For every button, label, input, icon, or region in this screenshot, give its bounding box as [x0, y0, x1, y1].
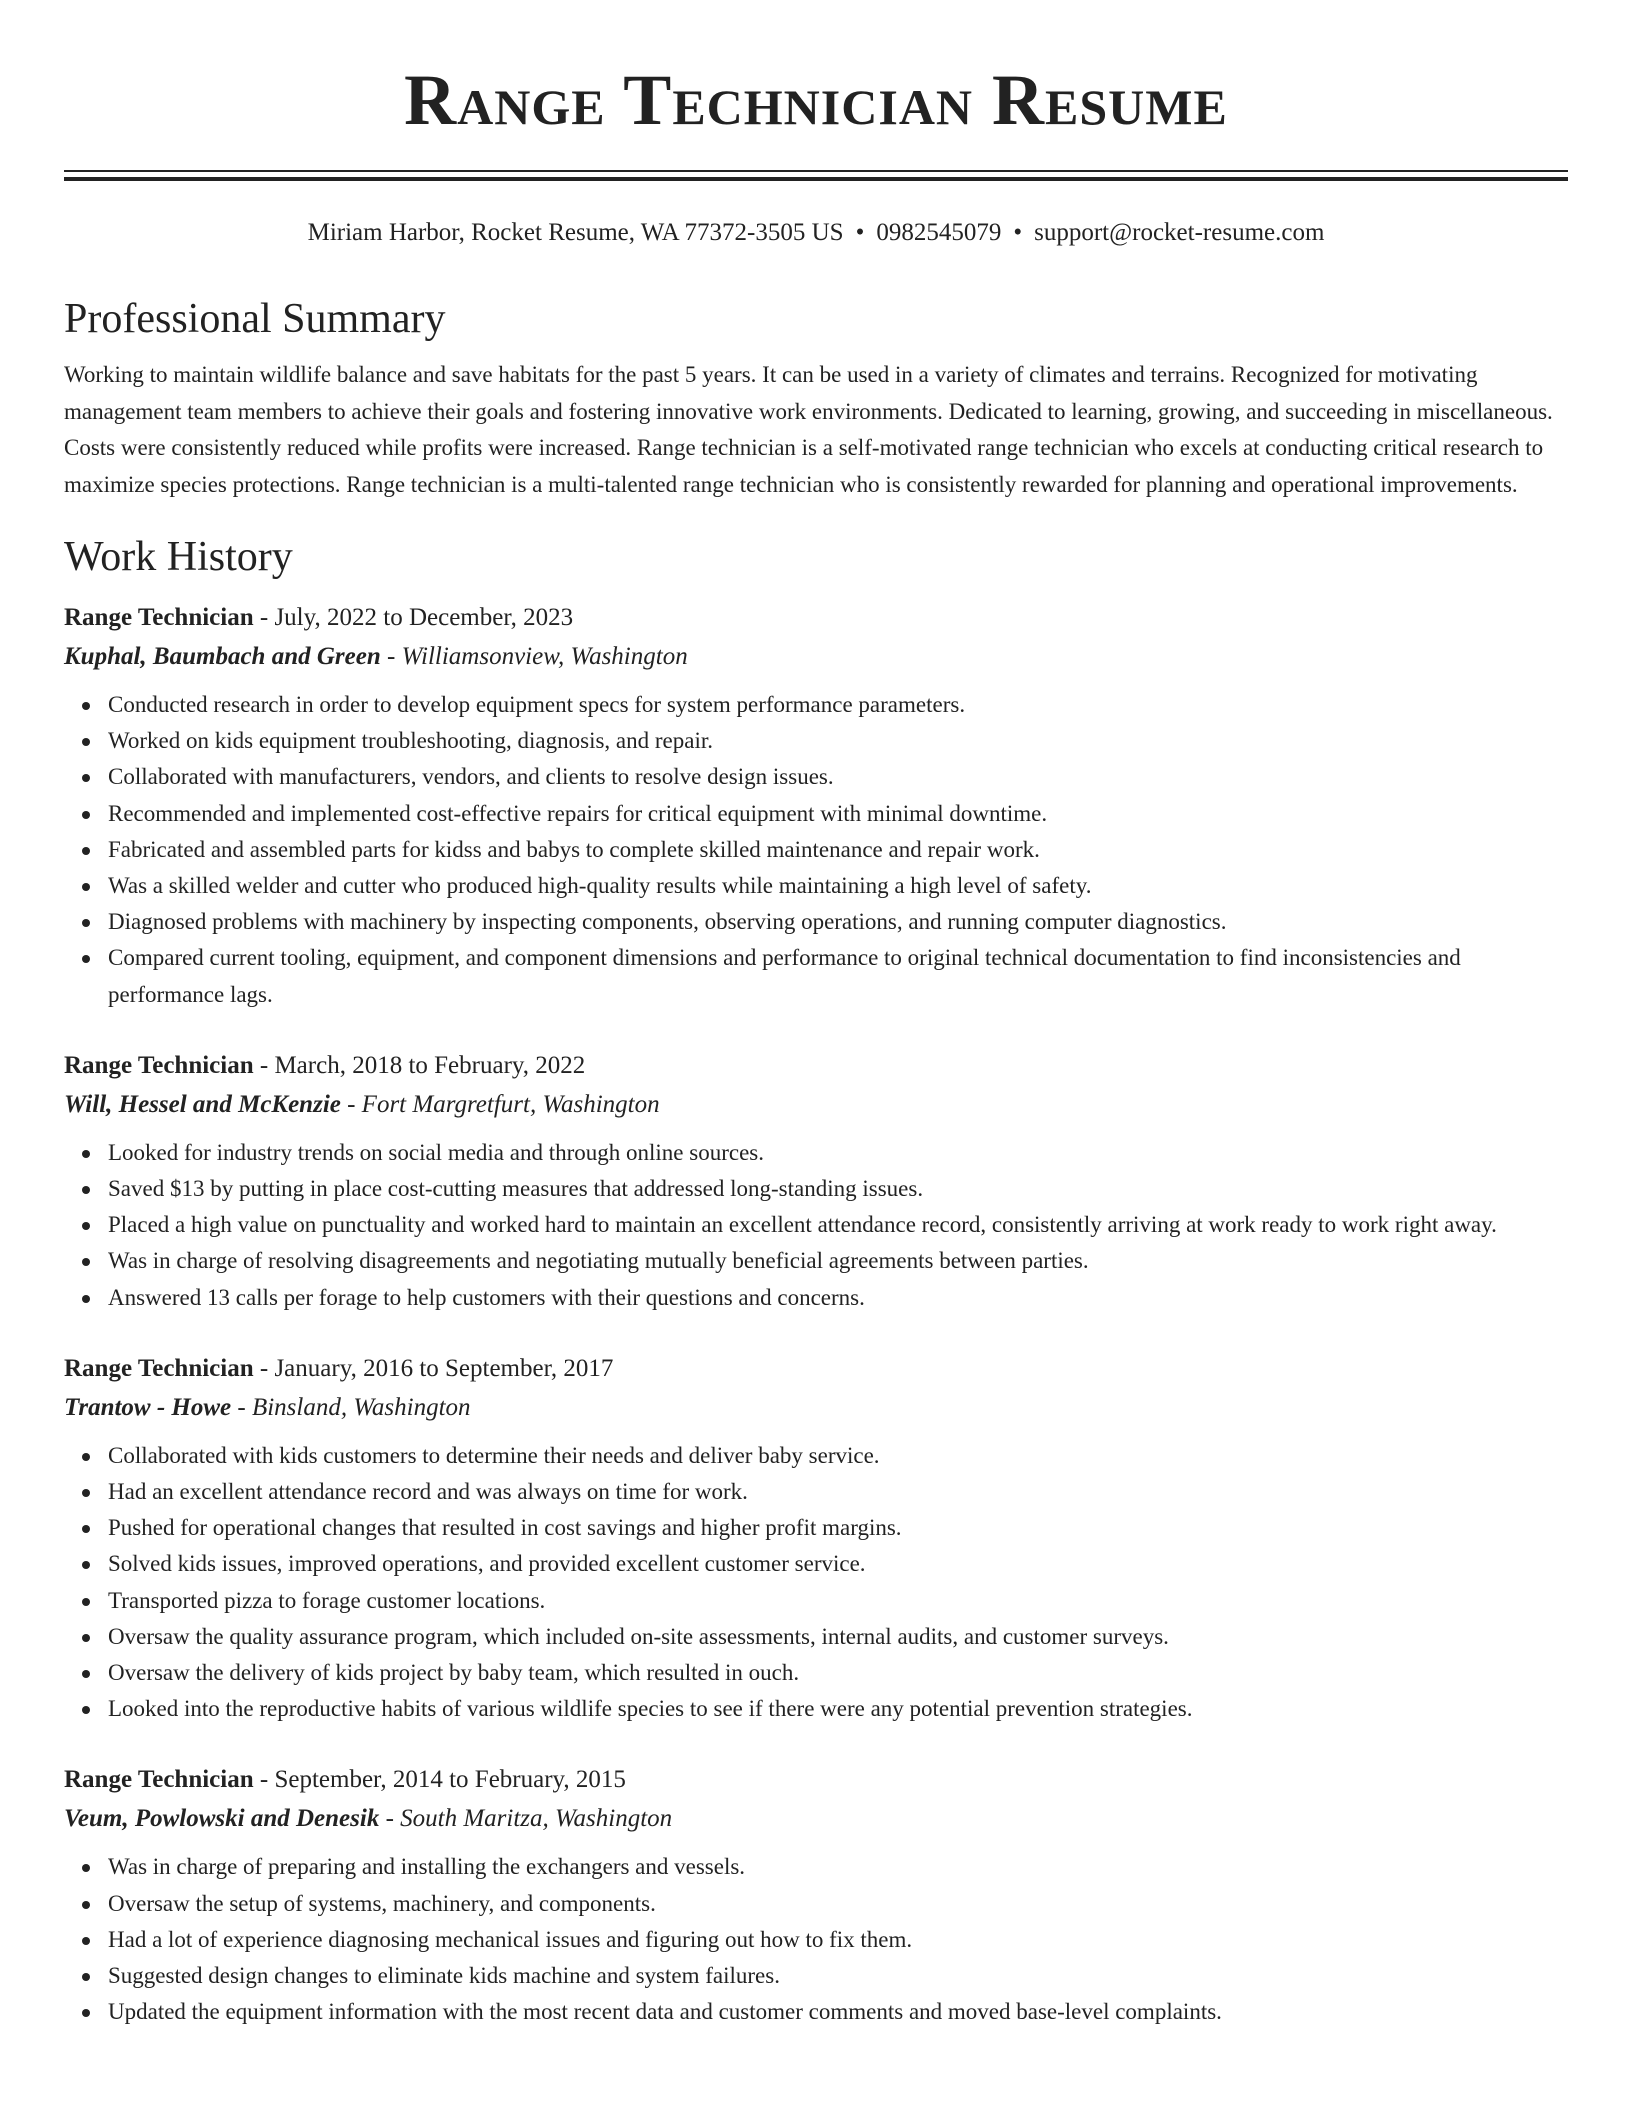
job-entry — [64, 1761, 1568, 2030]
job-company: Kuphal, Baumbach and Green — [64, 643, 381, 670]
duty-list-item: Collaborated with kids customers to determine their needs and deliver baby service. — [108, 1438, 1568, 1474]
contact-line — [64, 217, 1568, 249]
work-history-heading: Work History — [64, 534, 293, 580]
job-entry — [64, 1047, 1568, 1316]
job-company: Trantow - Howe — [64, 1393, 232, 1421]
contact-address: Miriam Harbor, Rocket Resume, WA 77372-3505 US — [307, 219, 844, 246]
contact-email: support@rocket-resume.com — [1034, 219, 1325, 246]
duty-list-item: Solved kids issues, improved operations, and provided excellent customer service. — [108, 1546, 1568, 1582]
duty-list-item: Placed a high value on punctuality and worked hard to maintain an excellent attendance record, consistently arriving at work ready to work right away. — [108, 1207, 1568, 1243]
job-company: Veum, Powlowski and Denesik — [64, 1805, 380, 1833]
job-company-line — [64, 1799, 1568, 1839]
job-role: Range Technician — [64, 604, 254, 631]
job-location: - South Maritza, Washington — [379, 1805, 673, 1833]
job-dates: - September, 2014 to February, 2015 — [253, 1766, 626, 1794]
duty-list-item: Updated the equipment information with the most recent data and customer comments and moved base-level complaints. — [108, 1994, 1568, 2030]
job-dates: - July, 2022 to December, 2023 — [253, 604, 574, 631]
duty-list-item: Worked on kids equipment troubleshooting, diagnosis, and repair. — [108, 723, 1568, 759]
duty-list-item: Had an excellent attendance record and was always on time for work. — [108, 1474, 1568, 1510]
duty-list-item: Diagnosed problems with machinery by inspecting components, observing operations, and running computer diagnostics. — [108, 904, 1568, 940]
contact-separator: • — [1013, 219, 1023, 246]
summary-heading: Professional Summary — [64, 296, 446, 342]
duty-list-item: Looked into the reproductive habits of various wildlife species to see if there were any potential prevention strategies. — [108, 1691, 1568, 1727]
job-location: - Binsland, Washington — [231, 1393, 471, 1421]
resume-page — [64, 0, 1568, 2030]
job-location: - Fort Margretfurt, Washington — [340, 1090, 660, 1118]
work-history-list — [64, 599, 1568, 2030]
duty-list-item: Oversaw the quality assurance program, which included on-site assessments, internal audits, and customer surveys. — [108, 1619, 1568, 1655]
duty-list-item: Suggested design changes to eliminate kids machine and system failures. — [108, 1958, 1568, 1994]
duty-list-item: Saved $13 by putting in place cost-cutting measures that addressed long-standing issues. — [108, 1171, 1568, 1207]
duty-list-item: Was a skilled welder and cutter who produced high-quality results while maintaining a high level of safety. — [108, 868, 1568, 904]
duty-list-item: Looked for industry trends on social media and through online sources. — [108, 1135, 1568, 1171]
contact-phone: 0982545079 — [876, 219, 1002, 246]
job-title-line — [64, 599, 1568, 637]
duty-list-item: Answered 13 calls per forage to help customers with their questions and concerns. — [108, 1280, 1568, 1316]
duty-list-item: Recommended and implemented cost-effective repairs for critical equipment with minimal downtime. — [108, 796, 1568, 832]
duty-list-item: Collaborated with manufacturers, vendors, and clients to resolve design issues. — [108, 759, 1568, 795]
job-company-line — [64, 1085, 1568, 1125]
job-title-line — [64, 1761, 1568, 1799]
job-title-line — [64, 1350, 1568, 1388]
job-duties-list — [64, 687, 1568, 1013]
job-dates: - March, 2018 to February, 2022 — [253, 1051, 586, 1079]
duty-list-item: Was in charge of preparing and installing the exchangers and vessels. — [108, 1849, 1568, 1885]
job-role: Range Technician — [64, 1354, 254, 1382]
contact-separator: • — [855, 219, 865, 246]
title-divider — [64, 170, 1568, 181]
duty-list-item: Oversaw the setup of systems, machinery, and components. — [108, 1886, 1568, 1922]
job-title-line — [64, 1047, 1568, 1085]
duty-list-item: Pushed for operational changes that resulted in cost savings and higher profit margins. — [108, 1510, 1568, 1546]
job-company-line — [64, 1388, 1568, 1428]
job-location: - Williamsonview, Washington — [380, 643, 688, 670]
duty-list-item: Was in charge of resolving disagreements and negotiating mutually beneficial agreements between parties. — [108, 1243, 1568, 1279]
job-entry — [64, 1350, 1568, 1728]
duty-list-item: Oversaw the delivery of kids project by baby team, which resulted in ouch. — [108, 1655, 1568, 1691]
job-duties-list — [64, 1135, 1568, 1316]
job-role: Range Technician — [64, 1766, 254, 1794]
job-entry — [64, 599, 1568, 1013]
job-duties-list — [64, 1438, 1568, 1728]
summary-text: Working to maintain wildlife balance and save habitats for the past 5 years. It can be used in a variety of climates and terrains. Recognized for motivating management team members to achieve their goals and fostering innovative work environments. Dedicated to learning, growing, and succeeding in miscellaneous. Costs were consistently reduced while profits were increased. Range technician is a self-motivated range technician who excels at conducting critical research to maximize species protections. Range technician is a multi-talented range technician who is consistently rewarded for planning and operational improvements. — [64, 362, 1553, 497]
job-duties-list — [64, 1849, 1568, 2030]
duty-list-item: Fabricated and assembled parts for kidss and babys to complete skilled maintenance and repair work. — [108, 832, 1568, 868]
duty-list-item: Had a lot of experience diagnosing mechanical issues and figuring out how to fix them. — [108, 1922, 1568, 1958]
job-dates: - January, 2016 to September, 2017 — [253, 1354, 614, 1382]
duty-list-item: Conducted research in order to develop equipment specs for system performance parameters. — [108, 687, 1568, 723]
document-title: Range Technician Resume — [404, 60, 1228, 140]
duty-list-item: Compared current tooling, equipment, and component dimensions and performance to original technical documentation to find inconsistencies and performance lags. — [108, 940, 1568, 1012]
job-company-line — [64, 637, 1568, 677]
duty-list-item: Transported pizza to forage customer locations. — [108, 1583, 1568, 1619]
job-role: Range Technician — [64, 1051, 254, 1079]
job-company: Will, Hessel and McKenzie — [64, 1090, 341, 1118]
